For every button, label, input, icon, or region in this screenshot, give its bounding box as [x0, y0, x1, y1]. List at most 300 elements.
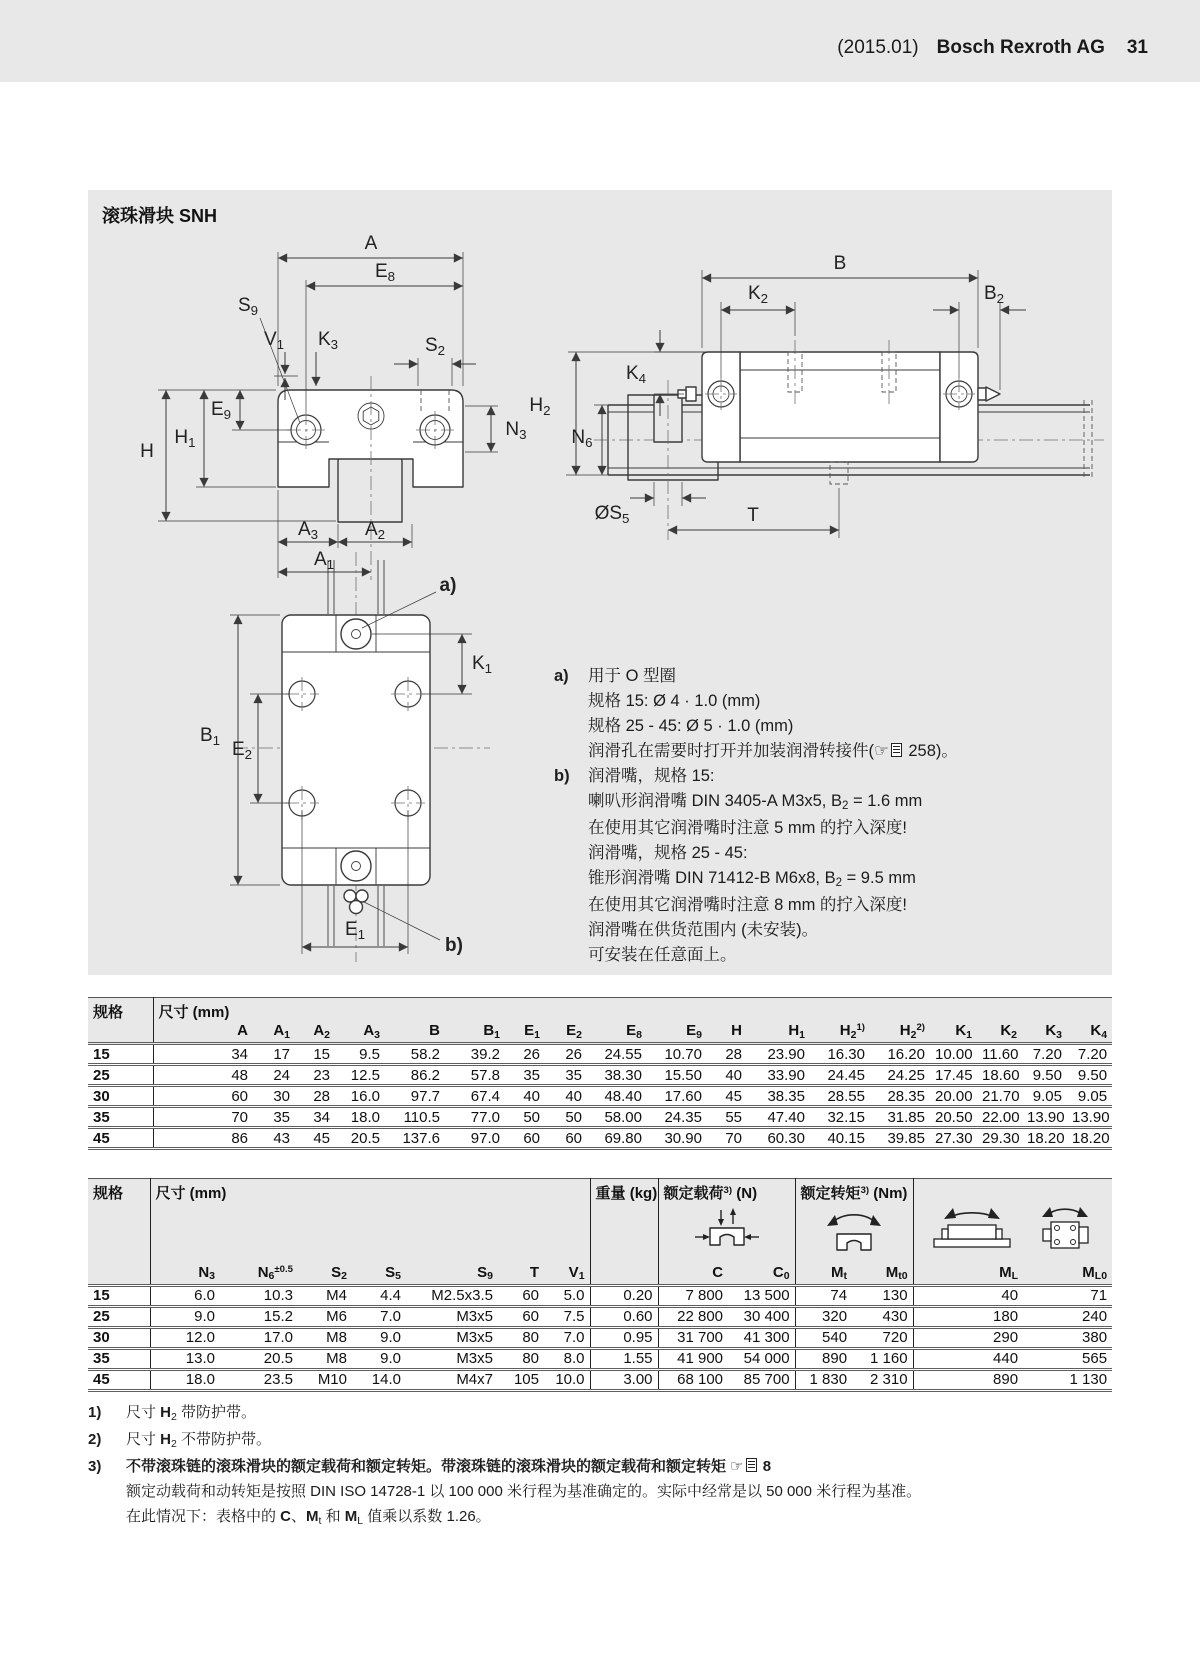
section-label: 尺寸 (mm): [155, 1185, 227, 1202]
load-ratings-table: [88, 1178, 1112, 1392]
value-cell: 43: [253, 1128, 295, 1149]
front-view-geometry: [158, 252, 498, 580]
value-cell: 34: [153, 1044, 253, 1065]
footnote: [88, 1400, 1118, 1427]
note-text: 润滑孔在需要时打开并加装润滑转接件(☞ 258)。: [588, 742, 958, 760]
document-icon: [746, 1458, 757, 1472]
drawing-panel: [88, 190, 1112, 975]
value-cell: 35: [545, 1065, 587, 1086]
note-marker: [554, 739, 588, 764]
column-header: $N_6^{\pm 0.5}$: [220, 1263, 298, 1285]
value-cell: 8.0: [544, 1348, 590, 1369]
value-cell: 24.35: [647, 1107, 707, 1128]
note-text: 在使用其它润滑嘴时注意 8 mm 的拧入深度!: [588, 896, 908, 914]
value-cell: 7.0: [544, 1327, 590, 1348]
value-cell: 67.4: [445, 1086, 505, 1107]
value-cell: 9.05: [1067, 1086, 1112, 1107]
column-header: $E_1$: [505, 1022, 545, 1044]
note-line: [554, 893, 1102, 918]
value-cell: M2.5x3.5: [406, 1285, 498, 1306]
value-cell: 97.7: [385, 1086, 445, 1107]
value-cell: 9.0: [352, 1327, 406, 1348]
note-marker: b): [554, 767, 570, 785]
column-header: $K_4$: [1067, 1022, 1112, 1044]
torque-section-icons: [913, 1179, 1112, 1264]
footnote-text: [126, 1454, 1118, 1531]
load-section-header: [658, 1179, 795, 1264]
value-cell: 48.40: [587, 1086, 647, 1107]
value-cell: 24: [253, 1065, 295, 1086]
value-cell: 4.4: [352, 1285, 406, 1306]
value-cell: M8: [298, 1348, 352, 1369]
value-cell: 70: [153, 1107, 253, 1128]
value-cell: 69.80: [587, 1128, 647, 1149]
value-cell: 21.70: [977, 1086, 1022, 1107]
dim-label-t: T: [747, 505, 759, 526]
dim-label-s2: $S_2$: [424, 335, 446, 358]
footnote-text: [126, 1427, 1118, 1454]
table-row: [88, 1369, 1112, 1390]
value-cell: 890: [795, 1348, 852, 1369]
column-header: $S_2$: [298, 1263, 352, 1285]
column-header: C: [658, 1263, 728, 1285]
value-cell: 40: [505, 1086, 545, 1107]
grade-cell: 30: [88, 1327, 150, 1348]
value-cell: 30 400: [728, 1306, 795, 1327]
value-cell: 13.0: [150, 1348, 220, 1369]
value-cell: 7.20: [1022, 1044, 1067, 1065]
value-cell: 9.50: [1067, 1065, 1112, 1086]
value-cell: 20.5: [335, 1128, 385, 1149]
column-header: T: [498, 1263, 544, 1285]
grade-cell: 35: [88, 1348, 150, 1369]
value-cell: 41 300: [728, 1327, 795, 1348]
column-header: $S_9$: [406, 1263, 498, 1285]
value-cell: 24.25: [870, 1065, 930, 1086]
footnote-line: 额定动载荷和动转矩是按照 DIN ISO 14728-1 以 100 000 米行程为基准确定的。实际中经常是以 50 000 米行程为基准。: [126, 1483, 922, 1500]
value-cell: 565: [1023, 1348, 1112, 1369]
note-text: 可安装在任意面上。: [588, 946, 737, 964]
column-header: $E_9$: [647, 1022, 707, 1044]
dims-section-header: 尺寸 (mm): [153, 998, 1112, 1023]
column-header: A: [153, 1022, 253, 1044]
lubrication-notes: [554, 664, 1102, 968]
grade-cell: 45: [88, 1369, 150, 1390]
value-cell: 23.5: [220, 1369, 298, 1390]
value-cell: 430: [852, 1306, 913, 1327]
value-cell: 58.2: [385, 1044, 445, 1065]
note-marker: [554, 789, 588, 816]
value-cell: 137.6: [385, 1128, 445, 1149]
value-cell: 16.0: [335, 1086, 385, 1107]
column-header: $A_1$: [253, 1022, 295, 1044]
column-header: [590, 1263, 658, 1285]
note-line: [554, 918, 1102, 943]
footnote-line: 在此情况下：表格中的 C、$M_t$ 和 $M_L$ 值乘以系数 1.26。: [126, 1508, 491, 1527]
grade-cell: 35: [88, 1107, 153, 1128]
value-cell: 16.20: [870, 1044, 930, 1065]
value-cell: 10.0: [544, 1369, 590, 1390]
note-marker: [554, 841, 588, 866]
dim-label-h2: $H_2$: [529, 395, 551, 418]
value-cell: 40: [913, 1285, 1023, 1306]
value-cell: 28: [295, 1086, 335, 1107]
value-cell: 45: [295, 1128, 335, 1149]
footnote-marker: 2): [88, 1431, 102, 1448]
brand-name: Bosch Rexroth AG: [936, 37, 1105, 58]
table-row: [88, 1044, 1112, 1065]
value-cell: 40: [545, 1086, 587, 1107]
page-number: 31: [1126, 37, 1148, 58]
value-cell: 50: [505, 1107, 545, 1128]
value-cell: 57.8: [445, 1065, 505, 1086]
dimensions-table: [88, 997, 1112, 1150]
value-cell: 0.60: [590, 1306, 658, 1327]
note-line: [554, 664, 1102, 689]
value-cell: 7.5: [544, 1306, 590, 1327]
grade-cell: 15: [88, 1285, 150, 1306]
column-header: $A_2$: [295, 1022, 335, 1044]
value-cell: 33.90: [747, 1065, 810, 1086]
grade-cell: 15: [88, 1044, 153, 1065]
value-cell: 27.30: [930, 1128, 977, 1149]
value-cell: 30.90: [647, 1128, 707, 1149]
value-cell: 40: [707, 1065, 747, 1086]
column-header: $N_3$: [150, 1263, 220, 1285]
value-cell: 540: [795, 1327, 852, 1348]
value-cell: 2 310: [852, 1369, 913, 1390]
note-marker: [554, 893, 588, 918]
dim-label-b1: $B_1$: [199, 725, 221, 748]
footnote: [88, 1427, 1118, 1454]
value-cell: 9.50: [1022, 1065, 1067, 1086]
value-cell: 9.5: [335, 1044, 385, 1065]
value-cell: 50: [545, 1107, 587, 1128]
value-cell: 1 830: [795, 1369, 852, 1390]
note-line: [554, 739, 1102, 764]
column-header: $M_{t0}$: [852, 1263, 913, 1285]
dim-label-k3: $K_3$: [317, 329, 339, 352]
dim-label-h1: $H_1$: [174, 427, 196, 450]
value-cell: 86: [153, 1128, 253, 1149]
column-header: $V_1$: [544, 1263, 590, 1285]
footnote-line: 不带滚珠链的滚珠滑块的额定载荷和额定转矩。带滚珠链的滚珠滑块的额定载荷和额定转矩 ☞ 8: [126, 1458, 772, 1475]
value-cell: 5.0: [544, 1285, 590, 1306]
value-cell: 23.90: [747, 1044, 810, 1065]
value-cell: 10.00: [930, 1044, 977, 1065]
dim-label-s9: $S_9$: [237, 295, 259, 318]
value-cell: 3.00: [590, 1369, 658, 1390]
value-cell: 54 000: [728, 1348, 795, 1369]
value-cell: 320: [795, 1306, 852, 1327]
note-marker: [554, 816, 588, 841]
value-cell: 45: [707, 1086, 747, 1107]
note-text: 用于 O 型圈: [588, 667, 677, 685]
value-cell: 24.45: [810, 1065, 870, 1086]
value-cell: 29.30: [977, 1128, 1022, 1149]
value-cell: 68 100: [658, 1369, 728, 1390]
note-line: [554, 816, 1102, 841]
dim-label-n6: $N_6$: [571, 427, 593, 450]
value-cell: 6.0: [150, 1285, 220, 1306]
value-cell: 17.45: [930, 1065, 977, 1086]
value-cell: 26: [505, 1044, 545, 1065]
value-cell: 34: [295, 1107, 335, 1128]
value-cell: 41 900: [658, 1348, 728, 1369]
note-marker: [554, 918, 588, 943]
top-view-geometry: [230, 552, 493, 962]
table-row: [88, 1065, 1112, 1086]
note-marker: [554, 689, 588, 714]
dim-label-e9: $E_9$: [210, 399, 232, 422]
value-cell: 15.2: [220, 1306, 298, 1327]
value-cell: 30: [253, 1086, 295, 1107]
value-cell: 17.0: [220, 1327, 298, 1348]
load-directions-icon: [690, 1207, 764, 1263]
value-cell: 10.70: [647, 1044, 707, 1065]
value-cell: M4x7: [406, 1369, 498, 1390]
value-cell: 23: [295, 1065, 335, 1086]
section-label: 重量 (kg): [595, 1185, 658, 1202]
value-cell: 35: [253, 1107, 295, 1128]
note-line: [554, 943, 1102, 968]
value-cell: 7.0: [352, 1306, 406, 1327]
footnote-text: [126, 1400, 1118, 1427]
grade-header: 规格: [88, 998, 153, 1044]
value-cell: 80: [498, 1327, 544, 1348]
dim-label-a3: $A_3$: [297, 519, 319, 542]
dim-label-a: A: [364, 233, 378, 254]
footnote-line: 尺寸 $H_2$ 不带防护带。: [126, 1431, 272, 1450]
column-header: $C_0$: [728, 1263, 795, 1285]
value-cell: 9.05: [1022, 1086, 1067, 1107]
value-cell: 26: [545, 1044, 587, 1065]
value-cell: 380: [1023, 1327, 1112, 1348]
dims-section-header: [150, 1179, 590, 1264]
value-cell: 22.00: [977, 1107, 1022, 1128]
value-cell: 48: [153, 1065, 253, 1086]
value-cell: 18.60: [977, 1065, 1022, 1086]
dim-label-k1: $K_1$: [471, 653, 493, 676]
value-cell: 60: [505, 1128, 545, 1149]
dim-label-k2: $K_2$: [747, 283, 769, 306]
column-header: $E_8$: [587, 1022, 647, 1044]
footnotes: [88, 1400, 1118, 1531]
dim-label-a1: $A_1$: [313, 549, 335, 572]
table-row: [88, 1128, 1112, 1149]
table-row: [88, 1086, 1112, 1107]
value-cell: M3x5: [406, 1348, 498, 1369]
value-cell: 1.55: [590, 1348, 658, 1369]
torque-ml0-icon: [1034, 1203, 1098, 1257]
grade-header: 规格: [88, 1179, 150, 1286]
value-cell: 28.55: [810, 1086, 870, 1107]
callout-label-a: a): [439, 575, 457, 596]
value-cell: 290: [913, 1327, 1023, 1348]
note-text: 润滑嘴，规格 15:: [588, 767, 715, 785]
value-cell: 60: [153, 1086, 253, 1107]
value-cell: 15: [295, 1044, 335, 1065]
column-header: $H_1$: [747, 1022, 810, 1044]
value-cell: 60: [498, 1306, 544, 1327]
value-cell: 0.20: [590, 1285, 658, 1306]
note-text: 规格 25 - 45: Ø 5 · 1.0 (mm): [588, 717, 794, 735]
value-cell: 86.2: [385, 1065, 445, 1086]
column-header: H: [707, 1022, 747, 1044]
value-cell: 16.30: [810, 1044, 870, 1065]
value-cell: 12.5: [335, 1065, 385, 1086]
dim-label-b2: $B_2$: [983, 283, 1005, 306]
side-view-geometry: [566, 270, 1104, 540]
value-cell: 55: [707, 1107, 747, 1128]
dim-label-n3: $N_3$: [505, 419, 527, 442]
value-cell: 39.85: [870, 1128, 930, 1149]
value-cell: 890: [913, 1369, 1023, 1390]
value-cell: 28: [707, 1044, 747, 1065]
footnote-marker: 3): [88, 1458, 102, 1475]
section-label: 额定载荷$^{3)}$ (N): [663, 1185, 758, 1202]
document-icon: [891, 743, 902, 757]
section-label: 额定转矩$^{3)}$ (Nm): [800, 1185, 908, 1202]
note-line: [554, 689, 1102, 714]
column-header: $A_3$: [335, 1022, 385, 1044]
grade-cell: 25: [88, 1065, 153, 1086]
value-cell: 18.20: [1067, 1128, 1112, 1149]
note-text: 润滑嘴，规格 25 - 45:: [588, 844, 748, 862]
note-line: [554, 764, 1102, 789]
value-cell: 13 500: [728, 1285, 795, 1306]
note-text: 在使用其它润滑嘴时注意 5 mm 的拧入深度!: [588, 819, 908, 837]
value-cell: M4: [298, 1285, 352, 1306]
value-cell: M8: [298, 1327, 352, 1348]
dim-label-e1: $E_1$: [344, 919, 366, 942]
note-text: 润滑嘴在供货范围内 (未安装)。: [588, 921, 819, 939]
value-cell: 31.85: [870, 1107, 930, 1128]
value-cell: 70: [707, 1128, 747, 1149]
value-cell: 39.2: [445, 1044, 505, 1065]
dim-label-h: H: [140, 441, 154, 462]
value-cell: 24.55: [587, 1044, 647, 1065]
column-header: $M_{L0}$: [1023, 1263, 1112, 1285]
column-header: $K_1$: [930, 1022, 977, 1044]
value-cell: 0.95: [590, 1327, 658, 1348]
note-line: [554, 841, 1102, 866]
value-cell: 7 800: [658, 1285, 728, 1306]
dim-label-e2: $E_2$: [231, 739, 253, 762]
table-row: [88, 1107, 1112, 1128]
grade-cell: 30: [88, 1086, 153, 1107]
table-row: [88, 1348, 1112, 1369]
value-cell: 10.3: [220, 1285, 298, 1306]
torque-ml-icon: [928, 1203, 1016, 1257]
grade-cell: 45: [88, 1128, 153, 1149]
column-header: $E_2$: [545, 1022, 587, 1044]
value-cell: 13.90: [1022, 1107, 1067, 1128]
footnote-line: 尺寸 $H_2$ 带防护带。: [126, 1404, 257, 1423]
table-row: [88, 1306, 1112, 1327]
value-cell: 77.0: [445, 1107, 505, 1128]
value-cell: 12.0: [150, 1327, 220, 1348]
note-marker: [554, 714, 588, 739]
footnote-marker: 1): [88, 1404, 102, 1421]
dim-label-e8: $E_8$: [374, 261, 396, 284]
note-marker: [554, 866, 588, 893]
value-cell: M3x5: [406, 1306, 498, 1327]
table-row: [88, 1327, 1112, 1348]
value-cell: 105: [498, 1369, 544, 1390]
value-cell: 60: [498, 1285, 544, 1306]
value-cell: 28.35: [870, 1086, 930, 1107]
value-cell: 74: [795, 1285, 852, 1306]
value-cell: 240: [1023, 1306, 1112, 1327]
value-cell: M10: [298, 1369, 352, 1390]
callout-label-b: b): [445, 935, 463, 956]
value-cell: 18.0: [335, 1107, 385, 1128]
note-marker: a): [554, 667, 569, 685]
column-header: B: [385, 1022, 445, 1044]
value-cell: 720: [852, 1327, 913, 1348]
note-text: 喇叭形润滑嘴 DIN 3405-A M3x5, $B_2 = 1.6$ mm: [588, 792, 923, 813]
dim-label-k4: $K_4$: [625, 363, 647, 386]
value-cell: 18.0: [150, 1369, 220, 1390]
footnote: [88, 1454, 1118, 1531]
value-cell: 58.00: [587, 1107, 647, 1128]
value-cell: 20.50: [930, 1107, 977, 1128]
edition-date: (2015.01): [837, 37, 919, 58]
value-cell: 9.0: [352, 1348, 406, 1369]
value-cell: 38.30: [587, 1065, 647, 1086]
value-cell: 1 130: [1023, 1369, 1112, 1390]
value-cell: 80: [498, 1348, 544, 1369]
value-cell: 13.90: [1067, 1107, 1112, 1128]
note-line: [554, 866, 1102, 893]
value-cell: 60.30: [747, 1128, 810, 1149]
panel-title: 滚珠滑块 SNH: [102, 206, 218, 226]
column-header: $K_2$: [977, 1022, 1022, 1044]
table-row: [88, 1285, 1112, 1306]
value-cell: 22 800: [658, 1306, 728, 1327]
value-cell: 18.20: [1022, 1128, 1067, 1149]
value-cell: 14.0: [352, 1369, 406, 1390]
weight-section-header: [590, 1179, 658, 1264]
column-header: $H_2^{1)}$: [810, 1022, 870, 1044]
value-cell: 180: [913, 1306, 1023, 1327]
note-line: [554, 714, 1102, 739]
value-cell: 17: [253, 1044, 295, 1065]
value-cell: 85 700: [728, 1369, 795, 1390]
value-cell: 71: [1023, 1285, 1112, 1306]
value-cell: 110.5: [385, 1107, 445, 1128]
note-line: [554, 789, 1102, 816]
column-header: $B_1$: [445, 1022, 505, 1044]
torque-section-header: [795, 1179, 913, 1264]
value-cell: 31 700: [658, 1327, 728, 1348]
value-cell: 17.60: [647, 1086, 707, 1107]
dim-label-s5: $ØS_5$: [594, 503, 630, 526]
note-text: 锥形润滑嘴 DIN 71412-B M6x8, $B_2 = 9.5$ mm: [588, 869, 916, 890]
value-cell: 130: [852, 1285, 913, 1306]
dim-label-b: B: [833, 253, 847, 274]
note-marker: [554, 943, 588, 968]
value-cell: M6: [298, 1306, 352, 1327]
column-header: $M_t$: [795, 1263, 852, 1285]
column-header: $H_2^{2)}$: [870, 1022, 930, 1044]
value-cell: 11.60: [977, 1044, 1022, 1065]
value-cell: 20.00: [930, 1086, 977, 1107]
value-cell: 32.15: [810, 1107, 870, 1128]
torque-mt-icon: [819, 1207, 889, 1261]
column-header: $S_5$: [352, 1263, 406, 1285]
